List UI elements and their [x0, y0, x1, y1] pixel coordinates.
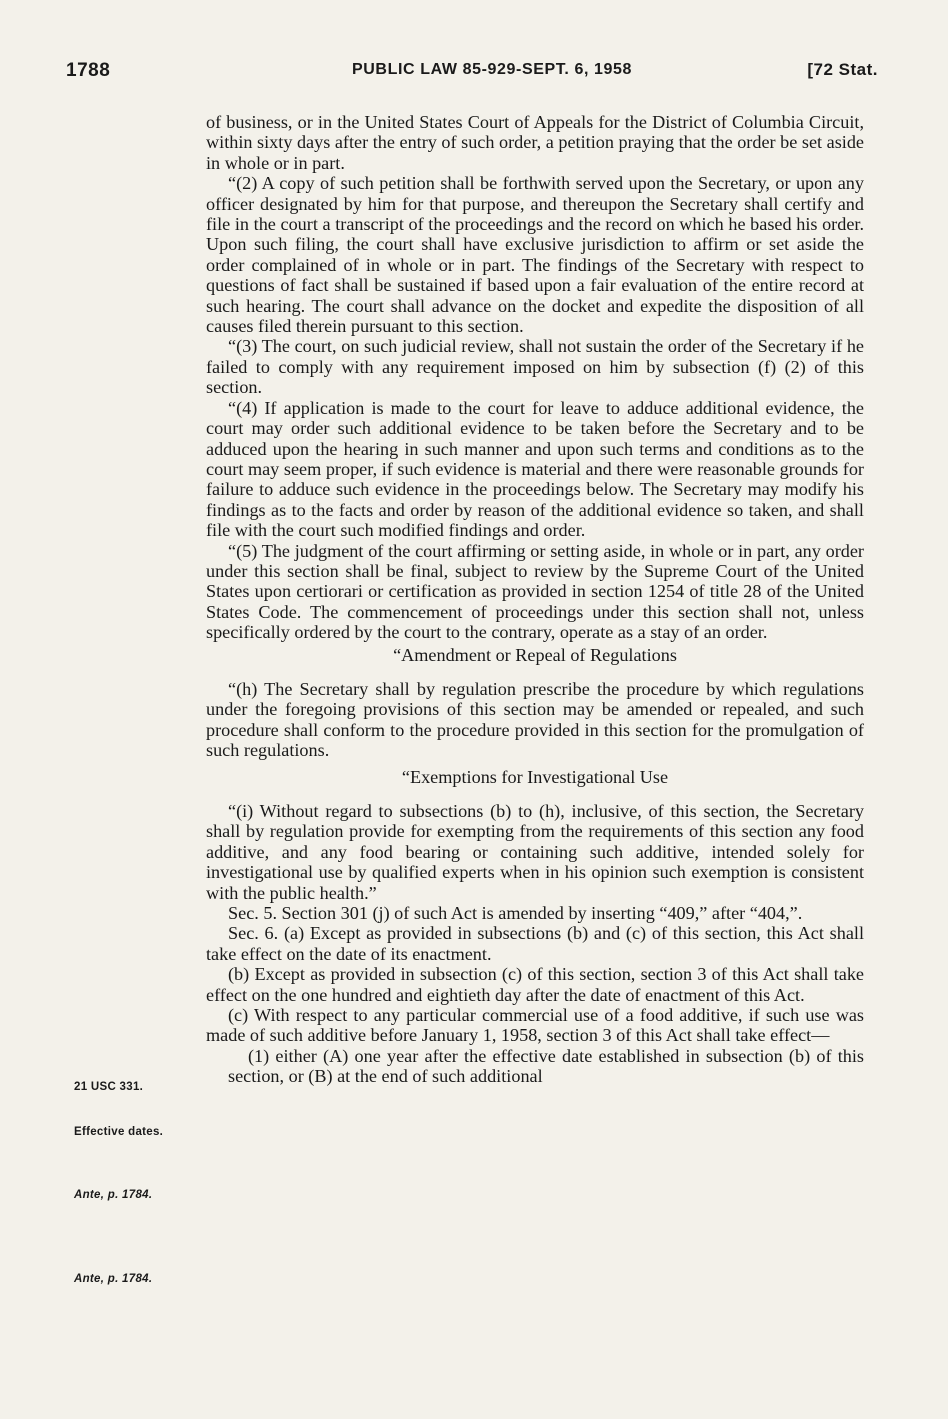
paragraph-2: “(2) A copy of such petition shall be forthwith served upon the Secretary, or upon any officer designated by him for that purpose, and thereupon the Secretary shall certify and file in the court a transcript of the proceedings and the record on which he based his order. Upon such filing, the court shall have exclusive jurisdiction to affirm or set aside the order complained of in whole or in part. The findings of the Secretary with respect to questions of fact shall be sustained if based upon a fair evaluation of the entire record at such hearing. The court shall advance on the docket and expedite the disposition of all causes filed therein pursuant to this section.: [206, 173, 864, 337]
paragraph-h: “(h) The Secretary shall by regulation prescribe the procedure by which regulations under the foregoing provisions of this section may be amended or repealed, and such procedure shall conform to the procedure provided in this section for the promulgation of such regulations.: [206, 678, 864, 761]
page-header: [66, 60, 878, 90]
section-6b: (b) Except as provided in subsection (c) of this section, section 3 of this Act shall take effect on the one hundred and eightieth day after the date of enactment of this Act.: [206, 964, 864, 1005]
paragraph-i: “(i) Without regard to subsections (b) to (h), inclusive, of this section, the Secretary shall by regulation provide for exempting from the requirements of this section any food additive, and any food bearing or containing such additive, intended solely for investigational use by qualified experts when in his opinion such exemption is consistent with the public health.”: [206, 801, 864, 903]
section-heading-amendment: “Amendment or Repeal of Regulations: [393, 644, 677, 665]
page-number: 1788: [66, 60, 111, 81]
margin-note-effective-dates: Effective dates.: [74, 1126, 164, 1138]
paragraph-3: “(3) The court, on such judicial review, shall not sustain the order of the Secretary if he failed to comply with any requirement imposed on him by subsection (f) (2) of this section.: [206, 336, 864, 398]
section-6c: (c) With respect to any particular commercial use of a food additive, if such use was made of such additive before January 1, 1958, section 3 of this Act shall take effect—: [206, 1005, 864, 1046]
section-5: Sec. 5. Section 301 (j) of such Act is amended by inserting “409,” after “404,”.: [228, 903, 803, 924]
margin-note-ante-1: Ante, p. 1784.: [74, 1189, 153, 1201]
paragraph-4: “(4) If application is made to the court for leave to adduce additional evidence, the court may order such additional evidence to be taken before the Secretary and to be adduced upon the hearing in such manner and upon such terms and conditions as to the court may seem proper, if such evidence is material and there were reasonable grounds for failure to adduce such evidence in the proceedings below. The Secretary may modify his findings as to the facts and order by reason of the additional evidence so taken, and shall file with the court such modified findings and order.: [206, 397, 864, 541]
paragraph-continuation: of business, or in the United States Court of Appeals for the District of Columbia Circuit, within sixty days after the entry of such order, a petition praying that the order be set aside in whole or in part.: [206, 112, 864, 173]
section-6c-1: (1) either (A) one year after the effective date established in subsection (b) of this section, or (B) at the end of such additional: [228, 1045, 864, 1087]
statute-reference: [72 Stat.: [807, 60, 878, 79]
margin-note-ante-2: Ante, p. 1784.: [74, 1273, 153, 1285]
running-title: PUBLIC LAW 85-929-SEPT. 6, 1958: [352, 61, 633, 78]
body-text: [206, 112, 864, 1087]
margin-note-usc: 21 USC 331.: [74, 1081, 144, 1093]
paragraph-5: “(5) The judgment of the court affirming or setting aside, in whole or in part, any order under this section shall be final, subject to review by the Supreme Court of the United States upon certiorari or certification as provided in section 1254 of title 28 of the United States Code. The commencement of proceedings under this section shall not, unless specifically ordered by the court to the contrary, operate as a stay of an order.: [206, 540, 864, 643]
section-heading-exemptions: “Exemptions for Investigational Use: [401, 766, 669, 787]
section-6a: Sec. 6. (a) Except as provided in subsections (b) and (c) of this section, this Act shall take effect on the date of its enactment.: [206, 923, 864, 964]
